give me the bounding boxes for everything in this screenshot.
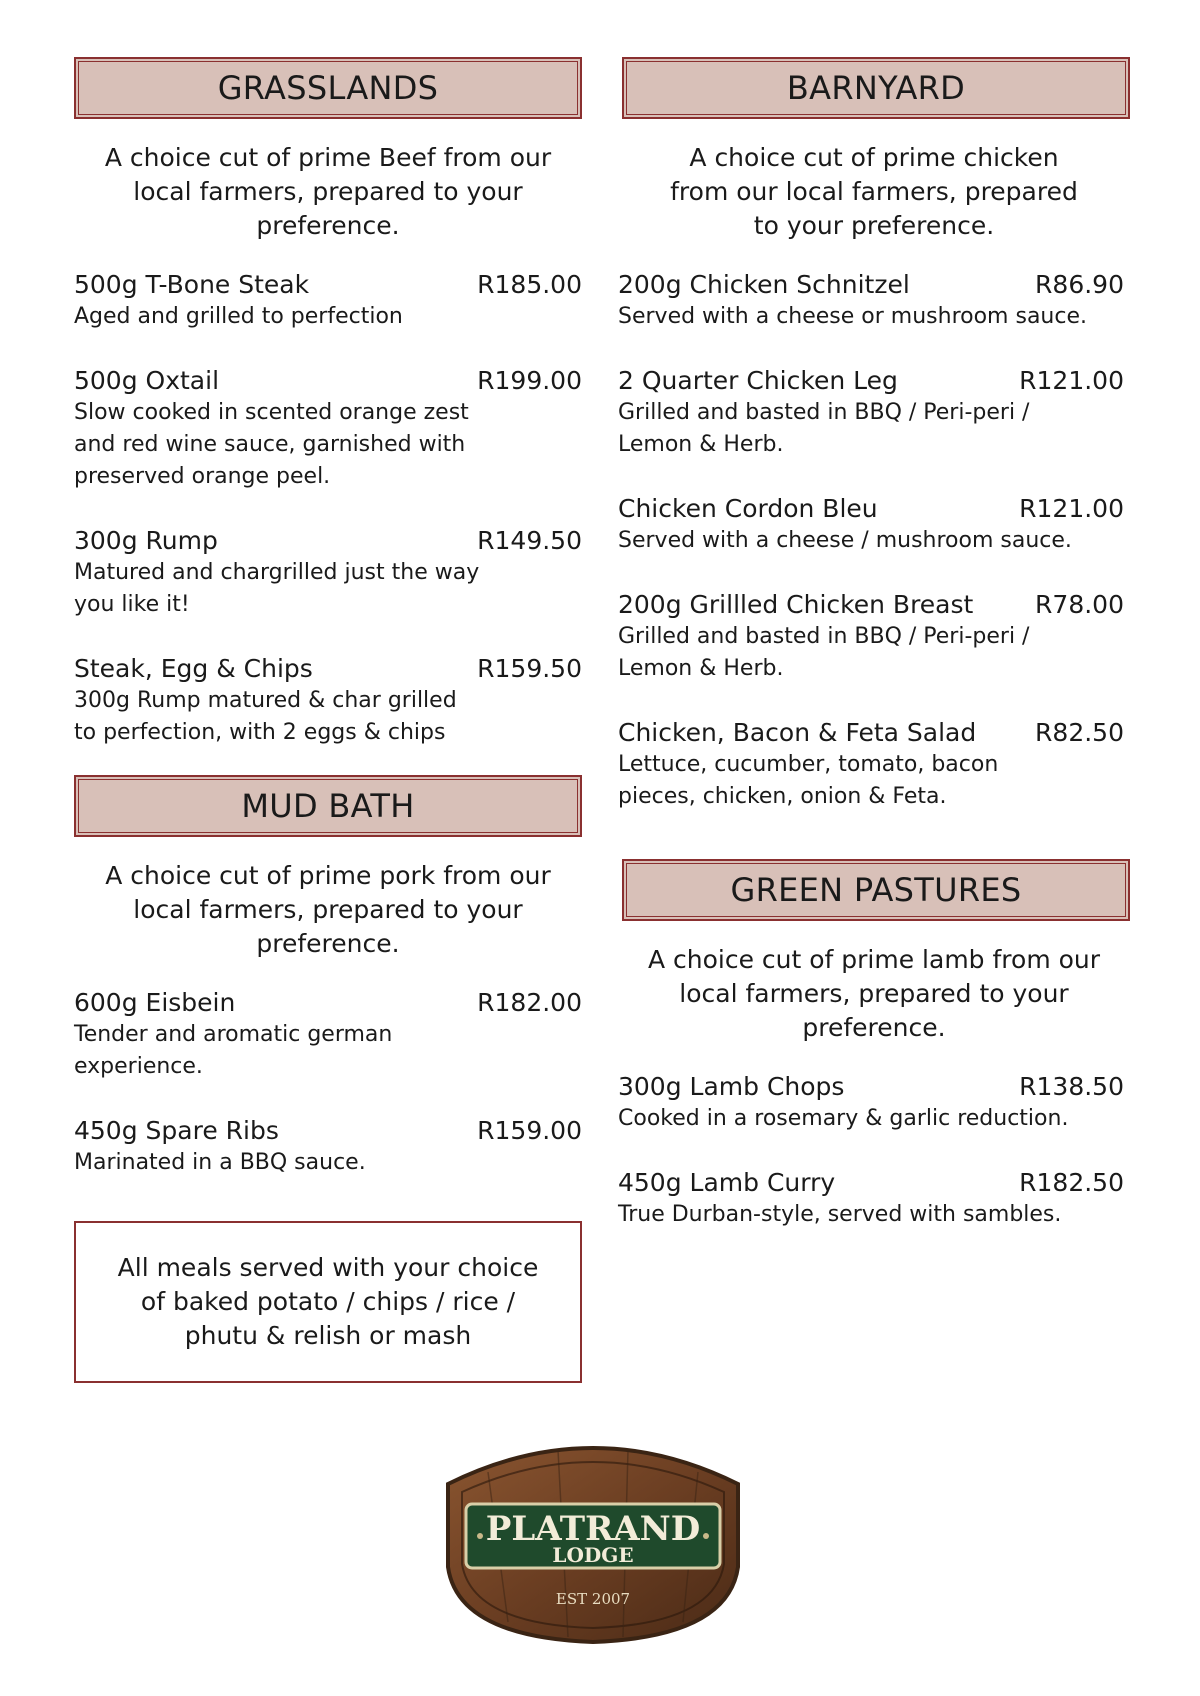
- item-price: R182.00: [477, 988, 582, 1017]
- item-description: Aged and grilled to perfection: [74, 304, 403, 329]
- item-price: R185.00: [477, 270, 582, 299]
- menu-item: [618, 269, 1130, 333]
- item-description: Lettuce, cucumber, tomato, bacon pieces, chicken, onion & Feta.: [618, 752, 999, 809]
- menu-item: [618, 717, 1130, 813]
- item-description: Marinated in a BBQ sauce.: [74, 1150, 366, 1175]
- sides-note-box: [74, 1221, 582, 1383]
- menu-item: [618, 589, 1130, 685]
- item-name: Steak, Egg & Chips: [74, 654, 313, 683]
- menu-item: [74, 269, 582, 333]
- item-price: R199.00: [477, 366, 582, 395]
- menu-item: [74, 1115, 582, 1179]
- item-price: R78.00: [1035, 590, 1124, 619]
- item-name: 2 Quarter Chicken Leg: [618, 366, 898, 395]
- item-price: R121.00: [1019, 494, 1124, 523]
- item-name: 300g Rump: [74, 526, 218, 555]
- item-price: R182.50: [1019, 1168, 1124, 1197]
- menu-item: [74, 987, 582, 1083]
- menu-item: [74, 653, 582, 749]
- left-column: [74, 57, 582, 1383]
- item-name: 500g Oxtail: [74, 366, 220, 395]
- item-price: R159.50: [477, 654, 582, 683]
- logo-badge-graphic: [428, 1432, 758, 1650]
- item-price: R121.00: [1019, 366, 1124, 395]
- item-description: Served with a cheese / mushroom sauce.: [618, 528, 1072, 553]
- item-price: R149.50: [477, 526, 582, 555]
- item-description: Tender and aromatic german experience.: [74, 1022, 393, 1079]
- logo-name: PLATRAND: [485, 1509, 701, 1549]
- item-description: Slow cooked in scented orange zest and red wine sauce, garnished with preserved orange peel.: [74, 400, 469, 489]
- item-price: R159.00: [477, 1116, 582, 1145]
- item-description: Grilled and basted in BBQ / Peri-peri / Lemon & Herb.: [618, 624, 1030, 681]
- section-title-mud-bath: MUD BATH: [74, 775, 582, 837]
- item-description: Matured and chargrilled just the way you like it!: [74, 560, 480, 617]
- section-intro-grasslands: A choice cut of prime Beef from our local farmers, prepared to your preference.: [104, 143, 552, 240]
- section-title-grasslands: GRASSLANDS: [74, 57, 582, 119]
- item-name: Chicken, Bacon & Feta Salad: [618, 718, 977, 747]
- right-column: [618, 57, 1130, 1263]
- item-description: Cooked in a rosemary & garlic reduction.: [618, 1106, 1069, 1131]
- item-name: 200g Grillled Chicken Breast: [618, 590, 974, 619]
- item-name: 300g Lamb Chops: [618, 1072, 845, 1101]
- sides-note-text: All meals served with your choice of baked potato / chips / rice / phutu & relish or mash: [117, 1253, 539, 1350]
- item-price: R138.50: [1019, 1072, 1124, 1101]
- item-description: 300g Rump matured & char grilled to perfection, with 2 eggs & chips: [74, 688, 457, 745]
- item-description: Served with a cheese or mushroom sauce.: [618, 304, 1087, 329]
- section-intro-barnyard: A choice cut of prime chicken from our local farmers, prepared to your preference.: [670, 143, 1078, 240]
- menu-item: [618, 1167, 1130, 1231]
- logo-established: EST 2007: [555, 1590, 631, 1608]
- menu-item: [74, 525, 582, 621]
- item-name: Chicken Cordon Bleu: [618, 494, 878, 523]
- item-description: Grilled and basted in BBQ / Peri-peri / Lemon & Herb.: [618, 400, 1030, 457]
- item-price: R86.90: [1035, 270, 1124, 299]
- menu-item: [74, 365, 582, 493]
- item-name: 450g Spare Ribs: [74, 1116, 279, 1145]
- menu-item: [618, 493, 1130, 557]
- item-name: 450g Lamb Curry: [618, 1168, 836, 1197]
- section-intro-green-pastures: A choice cut of prime lamb from our local farmers, prepared to your preference.: [647, 945, 1101, 1042]
- item-price: R82.50: [1035, 718, 1124, 747]
- item-name: 500g T-Bone Steak: [74, 270, 310, 299]
- section-title-green-pastures: GREEN PASTURES: [622, 859, 1130, 921]
- menu-item: [618, 1071, 1130, 1135]
- item-description: True Durban-style, served with sambles.: [618, 1202, 1062, 1227]
- section-intro-mud-bath: A choice cut of prime pork from our local farmers, prepared to your preference.: [105, 861, 551, 958]
- logo-subname: LODGE: [552, 1543, 634, 1567]
- menu-item: [618, 365, 1130, 461]
- item-name: 600g Eisbein: [74, 988, 236, 1017]
- item-name: 200g Chicken Schnitzel: [618, 270, 910, 299]
- platrand-lodge-logo: [428, 1432, 758, 1650]
- section-title-barnyard: BARNYARD: [622, 57, 1130, 119]
